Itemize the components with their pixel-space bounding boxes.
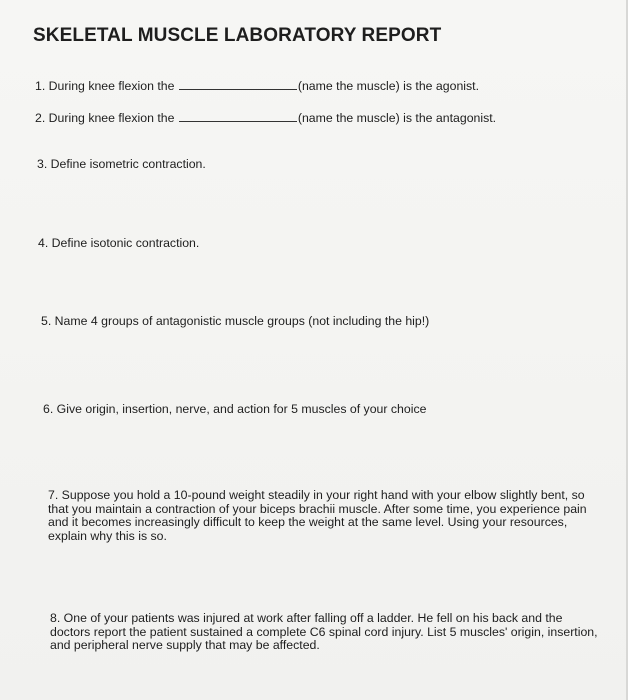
question-2 (35, 110, 496, 125)
question-1 (35, 78, 479, 93)
question-3: 3. Define isometric contraction. (37, 157, 206, 171)
question-2-prefix: 2. During knee flexion the (35, 111, 178, 125)
question-5: 5. Name 4 groups of antagonistic muscle groups (not including the hip!) (41, 314, 430, 328)
question-4: 4. Define isotonic contraction. (38, 236, 200, 250)
question-7: 7. Suppose you hold a 10-pound weight steadily in your right hand with your elbow slightly bent, so that you maintain a contraction of your biceps brachii muscle. After some time, you experience pain and it becomes increasingly difficult to keep the weight at the same level. Using your resources, explain why this is so. (48, 488, 587, 543)
answer-blank-2[interactable] (179, 110, 297, 122)
question-1-suffix: (name the muscle) is the agonist. (297, 79, 479, 93)
page-title: SKELETAL MUSCLE LABORATORY REPORT (33, 25, 442, 46)
answer-blank-1[interactable] (179, 78, 297, 90)
question-8: 8. One of your patients was injured at work after falling off a ladder. He fell on his back and the doctors report the patient sustained a complete C6 spinal cord injury. List 5 muscles' origin, insertion, and peripheral nerve supply that may be affected. (50, 611, 598, 652)
question-6: 6. Give origin, insertion, nerve, and action for 5 muscles of your choice (43, 402, 427, 416)
question-2-suffix: (name the muscle) is the antagonist. (297, 111, 497, 125)
question-1-prefix: 1. During knee flexion the (35, 79, 178, 93)
